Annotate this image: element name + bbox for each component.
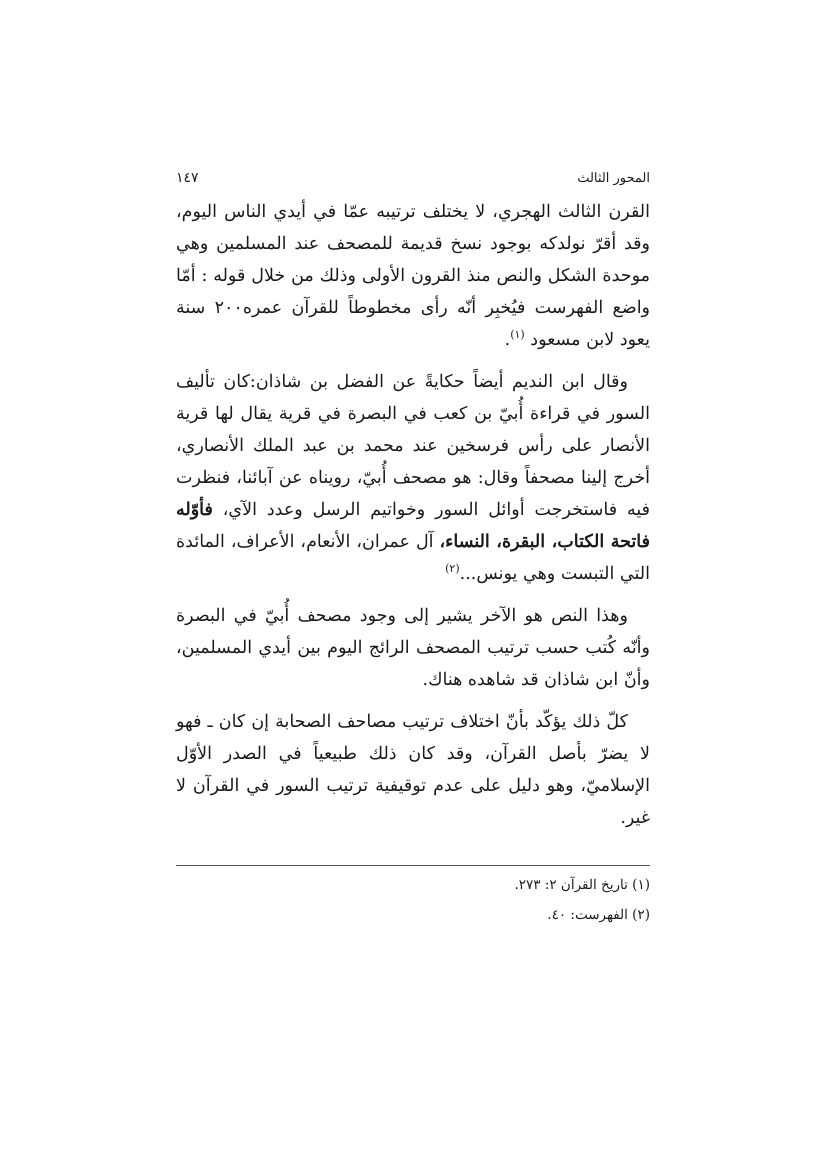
chapter-title: المحور الثالث <box>577 171 650 186</box>
footnote-ref-1: (١) <box>510 328 525 342</box>
paragraph-3 <box>176 600 650 696</box>
paragraph-1 <box>176 196 650 356</box>
paragraph-4-text: كلّ ذلك يؤكّد بأنّ اختلاف ترتيب مصاحف الصحابة إن كان ـ فهو لا يضرّ بأصل القرآن، وقد كان ذلك طبيعياً في الصدر الأوّل الإسلاميّ، وهو دليل على عدم توقيفية ترتيب السور في القرآن لا غير. <box>176 712 650 828</box>
paragraph-3-text: وهذا النص هو الآخر يشير إلى وجود مصحف أُبيّ في البصرة وأنّه كُتب حسب ترتيب المصحف الرائج اليوم بين أيدي المسلمين، وأنّ ابن شاذان قد شاهده هناك. <box>176 606 650 690</box>
page-number: ١٤٧ <box>176 170 199 186</box>
book-page <box>176 160 650 1100</box>
page-header <box>176 160 650 186</box>
footnote-1: (١) تاريخ القرآن ٢: ٢٧٣. <box>514 877 650 893</box>
paragraph-2-bold: فأوّله فاتحة الكتاب، البقرة، النساء، <box>176 500 650 552</box>
page-body <box>176 196 650 834</box>
paragraph-1-text: القرن الثالث الهجري، لا يختلف ترتيبه عمّا في أيدي الناس اليوم، وقد أقرّ نولدكه بوجود نسخ قديمة للمصحف عند المسلمين وهي موحدة الشكل والنص منذ القرون الأولى وذلك من خلال قوله : أمّا واضع الفهرست فيُخبِر أنّه رأى مخطوطاً للقرآن عمره٢٠٠ سنة يعود لابن مسعود <box>176 202 651 350</box>
paragraph-2-text: وقال ابن النديم أيضاً حكايةً عن الفضل بن شاذان:كان تأليف السور في قراءة أُبيّ بن كعب في البصرة في قرية يقال لها قرية الأنصار على رأس فرسخين عند محمد بن عبد الملك الأنصاري، أخرج إلينا مصحفاً وقال: هو مصحف أُبيّ، رويناه عن آبائنا، فنظرت فيه فاستخرجت أوائل السور وخواتيم الرسل وعدد الآي، <box>176 372 650 520</box>
footnote-2: (٢) الفهرست: ٤٠. <box>547 907 650 923</box>
paragraph-2 <box>176 366 650 590</box>
paragraph-1-end: . <box>504 330 511 350</box>
footnotes <box>176 865 650 934</box>
paragraph-2-text-after: آل عمران، الأنعام، الأعراف، المائدة التي التبست وهي يونس... <box>176 532 650 584</box>
paragraph-4 <box>176 706 650 834</box>
footnote-ref-2: (٢) <box>445 562 460 576</box>
